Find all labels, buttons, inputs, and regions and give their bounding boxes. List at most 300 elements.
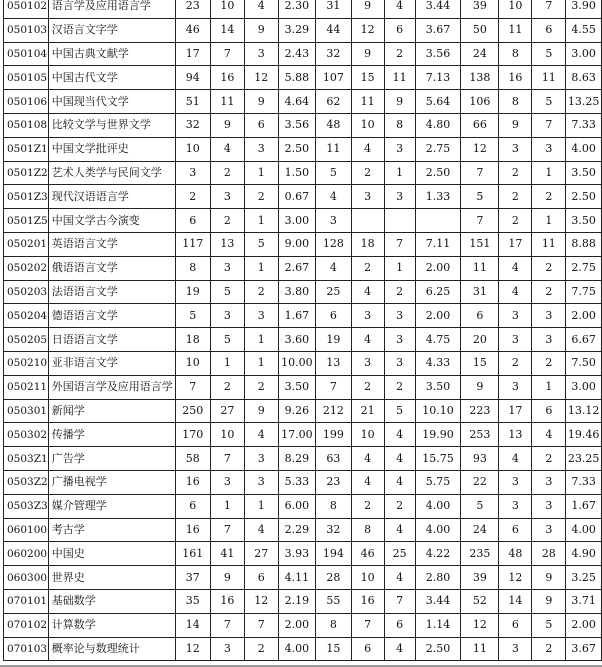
cell-value: 2: [244, 375, 278, 399]
cell-value: 1: [244, 209, 278, 233]
cell-name: 语言学及应用语言学: [48, 0, 175, 18]
cell-value: 107: [316, 66, 351, 90]
cell-value: 3: [244, 137, 278, 161]
cell-value: 21: [351, 399, 384, 423]
table-row: [4, 256, 602, 280]
cell-value: 11: [461, 637, 499, 661]
cell-value: 2: [244, 637, 278, 661]
cell-value: 44: [316, 18, 351, 42]
cell-value: 7: [461, 161, 499, 185]
cell-value: 14: [499, 589, 532, 613]
cell-value: 9.26: [278, 399, 315, 423]
cell-value: 12: [175, 637, 210, 661]
table-row: [4, 328, 602, 352]
cell-code: 050102: [4, 0, 49, 18]
cell-value: 17: [499, 399, 532, 423]
cell-value: 7.33: [566, 113, 602, 137]
cell-value: 9: [499, 113, 532, 137]
cell-value: 58: [175, 447, 210, 471]
cell-value: 5: [532, 90, 566, 114]
cell-code: 060300: [4, 566, 49, 590]
cell-value: 3: [532, 304, 566, 328]
cell-value: 2: [532, 256, 566, 280]
cell-value: 9: [244, 90, 278, 114]
cell-value: 10: [499, 0, 532, 18]
cell-name: 现代汉语语言学: [48, 185, 175, 209]
cell-value: 2.00: [415, 256, 461, 280]
cell-value: 27: [244, 542, 278, 566]
cell-value: 9: [351, 0, 384, 18]
cell-value: 2: [532, 280, 566, 304]
cell-value: 35: [175, 589, 210, 613]
cell-value: 3.80: [278, 280, 315, 304]
cell-value: 15: [316, 637, 351, 661]
cell-value: 2.75: [415, 137, 461, 161]
cell-value: 4: [384, 637, 415, 661]
cell-value: 3: [210, 470, 244, 494]
cell-name: 比较文学与世界文学: [48, 113, 175, 137]
cell-value: 3: [316, 209, 351, 233]
cell-code: 0501Z3: [4, 185, 49, 209]
cell-value: 6: [244, 566, 278, 590]
cell-value: 2: [532, 447, 566, 471]
cell-value: 3: [499, 304, 532, 328]
cell-value: 1.67: [278, 304, 315, 328]
cell-name: 中国文学古今演变: [48, 209, 175, 233]
cell-value: 250: [175, 399, 210, 423]
cell-value: 6.00: [278, 494, 315, 518]
cell-value: 11: [210, 90, 244, 114]
cell-name: 汉语言文字学: [48, 18, 175, 42]
cell-value: 3.50: [566, 209, 602, 233]
cell-code: 050301: [4, 399, 49, 423]
cell-code: 050203: [4, 280, 49, 304]
cell-value: 24: [461, 42, 499, 66]
cell-code: 050205: [4, 328, 49, 352]
cell-value: 7: [210, 613, 244, 637]
cell-value: 15: [351, 66, 384, 90]
cell-value: 2.50: [415, 161, 461, 185]
cell-value: 12: [461, 613, 499, 637]
cell-value: 4.75: [415, 328, 461, 352]
cell-value: 9: [210, 566, 244, 590]
cell-value: 19.46: [566, 423, 602, 447]
cell-value: 2: [351, 375, 384, 399]
table-row: [4, 542, 602, 566]
table-row: [4, 351, 602, 375]
cell-name: 概率论与数理统计: [48, 637, 175, 661]
table-body: [4, 0, 602, 661]
cell-value: 1: [244, 351, 278, 375]
cell-value: 32: [175, 113, 210, 137]
cell-value: 5: [316, 161, 351, 185]
cell-name: 中国古代文学: [48, 66, 175, 90]
cell-value: 7.13: [415, 66, 461, 90]
cell-code: 050201: [4, 232, 49, 256]
table-row: [4, 470, 602, 494]
cell-value: 31: [461, 280, 499, 304]
cell-value: 151: [461, 232, 499, 256]
cell-value: 4: [384, 470, 415, 494]
cell-value: 7: [175, 375, 210, 399]
cell-value: 161: [175, 542, 210, 566]
cell-value: 2: [499, 161, 532, 185]
cell-value: 4: [384, 0, 415, 18]
cell-value: 9: [532, 589, 566, 613]
cell-value: 6: [532, 399, 566, 423]
cell-value: 4.00: [278, 637, 315, 661]
cell-value: 3.56: [278, 113, 315, 137]
cell-value: 32: [316, 518, 351, 542]
cell-value: 2: [244, 280, 278, 304]
cell-value: 9.00: [278, 232, 315, 256]
cell-value: 2.67: [278, 256, 315, 280]
cell-value: 4: [210, 137, 244, 161]
cell-value: 62: [316, 90, 351, 114]
cell-value: 3.56: [415, 42, 461, 66]
cell-value: 4: [384, 447, 415, 471]
cell-value: 15: [461, 351, 499, 375]
cell-value: 2: [384, 280, 415, 304]
cell-value: [415, 209, 461, 233]
cell-value: 52: [461, 589, 499, 613]
cell-value: 3: [384, 304, 415, 328]
cell-value: 13: [210, 232, 244, 256]
table-row: [4, 494, 602, 518]
cell-value: 3: [499, 328, 532, 352]
cell-value: 6: [175, 494, 210, 518]
cell-value: 11: [461, 256, 499, 280]
cell-value: 4: [499, 447, 532, 471]
cell-value: 7.11: [415, 232, 461, 256]
cell-value: 8: [316, 494, 351, 518]
cell-value: 5.88: [278, 66, 315, 90]
cell-value: 63: [316, 447, 351, 471]
cell-value: 3: [210, 637, 244, 661]
cell-value: 3: [532, 494, 566, 518]
cell-value: 16: [351, 589, 384, 613]
cell-value: 10: [351, 113, 384, 137]
cell-value: 3: [210, 304, 244, 328]
cell-value: 7: [316, 375, 351, 399]
cell-name: 中国史: [48, 542, 175, 566]
cell-value: 2: [210, 375, 244, 399]
cell-code: 070103: [4, 637, 49, 661]
cell-value: 16: [175, 518, 210, 542]
cell-value: 41: [210, 542, 244, 566]
cell-value: 4: [384, 518, 415, 542]
cell-value: 11: [499, 18, 532, 42]
cell-name: 德语语言文学: [48, 304, 175, 328]
cell-value: 3.44: [415, 589, 461, 613]
cell-value: 4.90: [566, 542, 602, 566]
cell-value: 93: [461, 447, 499, 471]
cell-value: 17: [499, 232, 532, 256]
cell-value: 194: [316, 542, 351, 566]
cell-value: 1: [532, 161, 566, 185]
cell-code: 0503Z2: [4, 470, 49, 494]
cell-value: 2.75: [566, 256, 602, 280]
cell-value: 19: [175, 280, 210, 304]
cell-value: 6: [384, 613, 415, 637]
cell-value: 106: [461, 90, 499, 114]
cell-code: 050104: [4, 42, 49, 66]
cell-value: 46: [175, 18, 210, 42]
cell-value: 2.50: [415, 637, 461, 661]
cell-value: 4.11: [278, 566, 315, 590]
cell-value: 7: [351, 613, 384, 637]
cell-value: 3: [384, 328, 415, 352]
cell-value: 2: [532, 185, 566, 209]
cell-name: 世界史: [48, 566, 175, 590]
cell-value: 5: [461, 494, 499, 518]
cell-value: 4: [316, 185, 351, 209]
cell-value: 253: [461, 423, 499, 447]
cell-value: 2: [244, 185, 278, 209]
cell-value: 4: [384, 566, 415, 590]
cell-value: 9: [244, 399, 278, 423]
cell-value: 3: [532, 328, 566, 352]
cell-value: 5: [532, 613, 566, 637]
cell-name: 中国现当代文学: [48, 90, 175, 114]
table-row: [4, 518, 602, 542]
table-row: [4, 566, 602, 590]
cell-value: 8: [499, 90, 532, 114]
cell-value: 3.93: [278, 542, 315, 566]
cell-value: 1: [244, 161, 278, 185]
cell-value: 94: [175, 66, 210, 90]
cell-value: 13: [316, 351, 351, 375]
cell-value: 11: [532, 232, 566, 256]
cell-value: 14: [210, 18, 244, 42]
table-row: [4, 66, 602, 90]
cell-value: 28: [316, 566, 351, 590]
cell-code: 0501Z5: [4, 209, 49, 233]
cell-value: 27: [210, 399, 244, 423]
table-row: [4, 42, 602, 66]
table-row: [4, 589, 602, 613]
cell-value: 17: [175, 42, 210, 66]
cell-value: 3.50: [566, 161, 602, 185]
cell-value: 8: [384, 113, 415, 137]
cell-value: 6: [175, 209, 210, 233]
cell-value: 8: [175, 256, 210, 280]
cell-value: 22: [461, 470, 499, 494]
cell-value: 4.00: [415, 494, 461, 518]
cell-value: 3: [499, 375, 532, 399]
cell-name: 广播电视学: [48, 470, 175, 494]
cell-name: 计算数学: [48, 613, 175, 637]
cell-code: 0501Z2: [4, 161, 49, 185]
cell-value: 66: [461, 113, 499, 137]
cell-value: 3.50: [415, 375, 461, 399]
table-row: [4, 113, 602, 137]
cell-value: 11: [384, 66, 415, 90]
cell-value: 4: [244, 0, 278, 18]
cell-value: 3.67: [415, 18, 461, 42]
cell-value: 23.25: [566, 447, 602, 471]
cell-value: 3: [175, 161, 210, 185]
cell-value: 7.33: [566, 470, 602, 494]
cell-value: 1: [532, 375, 566, 399]
cell-value: 5: [532, 42, 566, 66]
cell-name: 法语语言文学: [48, 280, 175, 304]
cell-value: 1.33: [415, 185, 461, 209]
cell-value: 1: [244, 328, 278, 352]
cell-value: 5.33: [278, 470, 315, 494]
cell-value: 10.10: [415, 399, 461, 423]
cell-value: 12: [244, 66, 278, 90]
table-row: [4, 18, 602, 42]
cell-value: 1: [532, 209, 566, 233]
cell-value: 4.00: [415, 518, 461, 542]
cell-value: 5: [210, 280, 244, 304]
cell-name: 传播学: [48, 423, 175, 447]
cell-value: 13.12: [566, 399, 602, 423]
cell-value: 1: [384, 161, 415, 185]
cell-value: 2: [351, 256, 384, 280]
cell-code: 050210: [4, 351, 49, 375]
cell-value: 50: [461, 18, 499, 42]
cell-value: 7.50: [566, 351, 602, 375]
cell-value: 2.50: [566, 185, 602, 209]
cell-value: 1.14: [415, 613, 461, 637]
cell-value: 24: [461, 518, 499, 542]
cell-value: 3.90: [566, 0, 602, 18]
cell-value: 8.63: [566, 66, 602, 90]
cell-value: 3: [499, 494, 532, 518]
cell-value: 6: [351, 637, 384, 661]
cell-value: 235: [461, 542, 499, 566]
cell-value: 7: [210, 447, 244, 471]
cell-value: 199: [316, 423, 351, 447]
cell-value: 2.19: [278, 589, 315, 613]
cell-value: 4: [316, 256, 351, 280]
cell-value: 10: [175, 351, 210, 375]
cell-value: 20: [461, 328, 499, 352]
cell-value: 3: [351, 185, 384, 209]
cell-code: 060200: [4, 542, 49, 566]
cell-value: 16: [210, 66, 244, 90]
cell-name: 日语语言文学: [48, 328, 175, 352]
cell-value: 128: [316, 232, 351, 256]
cell-value: 0.67: [278, 185, 315, 209]
cell-value: 19: [316, 328, 351, 352]
table-row: [4, 447, 602, 471]
cell-value: 13.25: [566, 90, 602, 114]
cell-value: 1: [210, 494, 244, 518]
table-row: [4, 232, 602, 256]
cell-value: 3.25: [566, 566, 602, 590]
cell-value: 3: [499, 137, 532, 161]
cell-value: 7: [244, 613, 278, 637]
cell-value: 7: [384, 232, 415, 256]
cell-value: 2: [175, 185, 210, 209]
cell-value: 7: [532, 0, 566, 18]
cell-value: 10: [351, 423, 384, 447]
cell-value: 8.88: [566, 232, 602, 256]
cell-value: 3: [532, 518, 566, 542]
cell-value: 6: [316, 304, 351, 328]
cell-value: 3: [384, 185, 415, 209]
cell-value: 6: [461, 304, 499, 328]
cell-value: 12: [244, 589, 278, 613]
cell-value: 16: [175, 470, 210, 494]
cell-value: 46: [351, 542, 384, 566]
cell-value: 4.00: [566, 518, 602, 542]
cell-value: 48: [499, 542, 532, 566]
table-row: [4, 280, 602, 304]
cell-value: 25: [316, 280, 351, 304]
cell-value: 223: [461, 399, 499, 423]
cell-value: 117: [175, 232, 210, 256]
cell-value: 10: [351, 566, 384, 590]
cell-value: 4.22: [415, 542, 461, 566]
cell-value: 23: [175, 0, 210, 18]
cell-value: 4: [532, 423, 566, 447]
cell-value: 18: [351, 232, 384, 256]
cell-value: 4: [351, 470, 384, 494]
cell-value: [351, 209, 384, 233]
cell-value: 3: [210, 256, 244, 280]
cell-value: 12: [461, 137, 499, 161]
table-row: [4, 137, 602, 161]
cell-value: 3.71: [566, 589, 602, 613]
cell-value: 5: [461, 185, 499, 209]
cell-value: 4.33: [415, 351, 461, 375]
cell-value: 23: [316, 470, 351, 494]
cell-value: 9: [244, 18, 278, 42]
cell-value: 2.80: [415, 566, 461, 590]
cell-value: 6: [499, 613, 532, 637]
cell-value: 5: [244, 232, 278, 256]
cell-value: 6.67: [566, 328, 602, 352]
table-row: [4, 209, 602, 233]
cell-value: 4: [499, 256, 532, 280]
cell-name: 中国古典文献学: [48, 42, 175, 66]
cell-value: 2.50: [278, 137, 315, 161]
cell-value: 3.44: [415, 0, 461, 18]
cell-value: 1.50: [278, 161, 315, 185]
cell-name: 考古学: [48, 518, 175, 542]
cell-value: 1: [384, 256, 415, 280]
cell-value: 2: [384, 494, 415, 518]
cell-value: 5: [210, 328, 244, 352]
cell-value: 5.75: [415, 470, 461, 494]
cell-value: 3.00: [278, 209, 315, 233]
cell-value: 8: [316, 613, 351, 637]
cell-value: 12: [351, 18, 384, 42]
data-table: [3, 0, 602, 661]
cell-value: 3.60: [278, 328, 315, 352]
cell-value: 3: [244, 447, 278, 471]
cell-code: 050302: [4, 423, 49, 447]
cell-value: 15.75: [415, 447, 461, 471]
cell-value: [384, 209, 415, 233]
table-row: [4, 161, 602, 185]
cell-value: 2: [210, 209, 244, 233]
cell-value: 4: [384, 423, 415, 447]
cell-code: 050202: [4, 256, 49, 280]
cell-value: 212: [316, 399, 351, 423]
cell-value: 9: [461, 375, 499, 399]
cell-value: 18: [175, 328, 210, 352]
cell-value: 4: [244, 518, 278, 542]
cell-value: 19.90: [415, 423, 461, 447]
cell-code: 070102: [4, 613, 49, 637]
cell-value: 2: [532, 637, 566, 661]
cell-value: 3: [384, 137, 415, 161]
